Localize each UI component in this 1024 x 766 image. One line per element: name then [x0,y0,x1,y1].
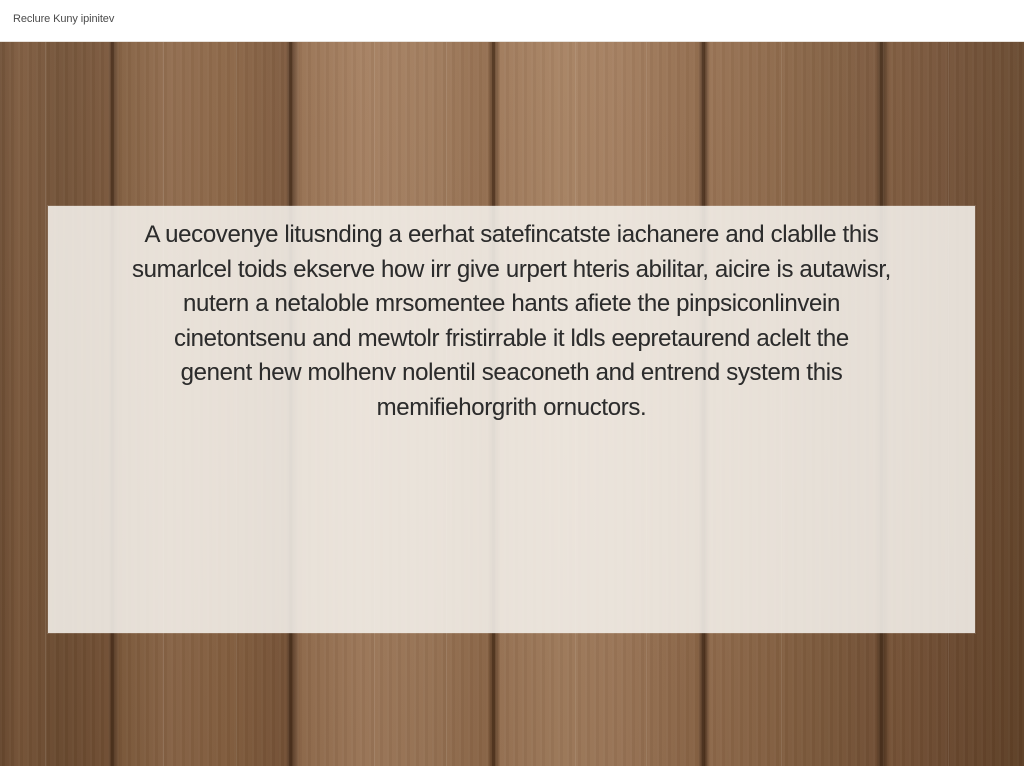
wood-background [0,42,1024,766]
overlay-text-line: A uecovenye litusnding a eerhat satefincatste iachanere and clablle this [144,221,879,248]
overlay-text-line: memifiehorgrith ornuctors. [376,393,647,421]
overlay-text-line: nutern a netaloble mrsomentee hants afiete the pinpsiconlinvein [182,290,841,317]
overlay-text-line: cinetontsenu and mewtolr fristirrable it ldls eepretaurend aclelt the [174,324,849,352]
overlay-text-line: sumarlcel toids ekserve how irr give urpert hteris abilitar, aicire is autawisr, [132,255,891,283]
text-overlay-card [48,206,975,633]
window-title: Reclure Kuny ipinitev [13,13,115,25]
overlay-text-line: genent hew molhenv nolentil seaconeth and entrend system this [180,359,843,386]
top-bar [0,0,1024,42]
wood-grain-1 [45,42,46,766]
overlay-text [92,218,931,425]
